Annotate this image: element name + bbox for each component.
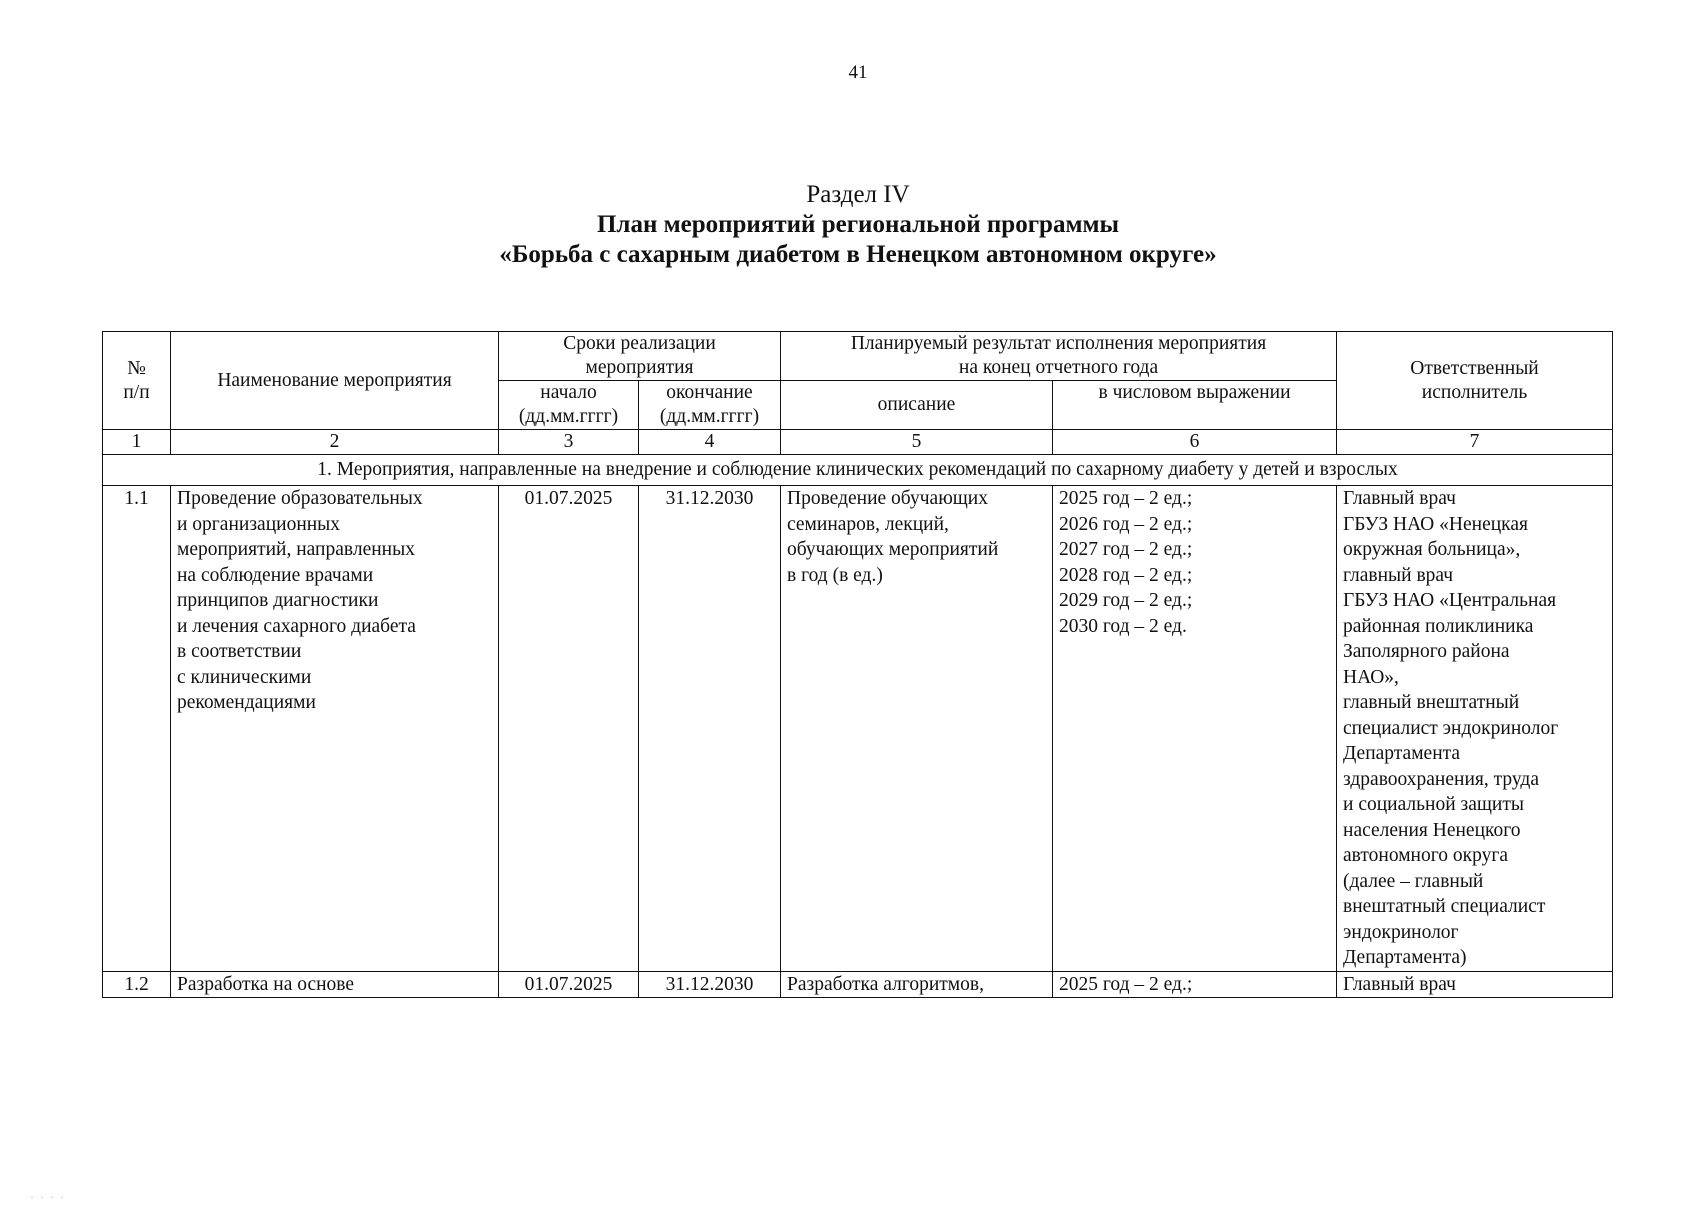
plan-title: План мероприятий региональной программы: [596, 211, 1120, 238]
end-date: 31.12.2030: [639, 486, 781, 972]
header-result: Планируемый результат исполнения мероприятия на конец отчетного года: [781, 332, 1337, 381]
event-name: Проведение образовательных и организационных мероприятий, направленных на соблюдение врачами принципов диагностики и лечения сахарного диабета в соответствии с клиническими рекомендациями: [171, 486, 499, 972]
header-num: № п/п: [103, 332, 171, 430]
header-row-1: [103, 332, 1613, 381]
result-description: Проведение обучающих семинаров, лекций, обучающих мероприятий в год (в ед.): [781, 486, 1053, 972]
column-number: 7: [1337, 430, 1613, 455]
column-number: 2: [171, 430, 499, 455]
section-title: 1. Мероприятия, направленные на внедрение и соблюдение клинических рекомендаций по сахарному диабету у детей и взрослых: [103, 455, 1613, 486]
header-description: описание: [781, 381, 1053, 430]
header-deadlines: Сроки реализации мероприятия: [499, 332, 781, 381]
header-end: окончание (дд.мм.гггг): [639, 381, 781, 430]
header-start: начало (дд.мм.гггг): [499, 381, 639, 430]
responsible-executor: Главный врач: [1337, 971, 1613, 998]
event-name: Разработка на основе: [171, 971, 499, 998]
start-date: 01.07.2025: [499, 486, 639, 972]
table-row: [103, 971, 1613, 998]
scan-artifact: ····: [30, 1190, 70, 1204]
column-number: 4: [639, 430, 781, 455]
column-number: 6: [1053, 430, 1337, 455]
result-description: Разработка алгоритмов,: [781, 971, 1053, 998]
header-numeric: в числовом выражении: [1053, 381, 1337, 430]
row-number: 1.1: [103, 486, 171, 972]
result-numeric: 2025 год – 2 ед.; 2026 год – 2 ед.; 2027 год – 2 ед.; 2028 год – 2 ед.; 2029 год – 2 ед.; 2030 год – 2 ед.: [1053, 486, 1337, 972]
header-name: Наименование мероприятия: [171, 332, 499, 430]
column-number: 1: [103, 430, 171, 455]
responsible-executor: Главный врач ГБУЗ НАО «Ненецкая окружная больница», главный врач ГБУЗ НАО «Центральная районная поликлиника Заполярного района НАО», главный внештатный специалист эндокринолог Департамента здравоохранения, труда и социальной защиты населения Ненецкого автономного округа (далее – главный внештатный специалист эндокринолог Департамента): [1337, 486, 1613, 972]
start-date: 01.07.2025: [499, 971, 639, 998]
section-heading: [0, 180, 1698, 270]
end-date: 31.12.2030: [639, 971, 781, 998]
row-number: 1.2: [103, 971, 171, 998]
column-number: 3: [499, 430, 639, 455]
section-row: [103, 455, 1613, 486]
page-number: 41: [848, 62, 868, 83]
section-label: Раздел IV: [806, 181, 910, 208]
plan-table: [102, 331, 1613, 998]
table-row: [103, 486, 1613, 972]
column-number: 5: [781, 430, 1053, 455]
program-title: «Борьба с сахарным диабетом в Ненецком автономном округе»: [499, 241, 1217, 268]
column-number-row: [103, 430, 1613, 455]
header-responsible: Ответственный исполнитель: [1337, 332, 1613, 430]
result-numeric: 2025 год – 2 ед.;: [1053, 971, 1337, 998]
